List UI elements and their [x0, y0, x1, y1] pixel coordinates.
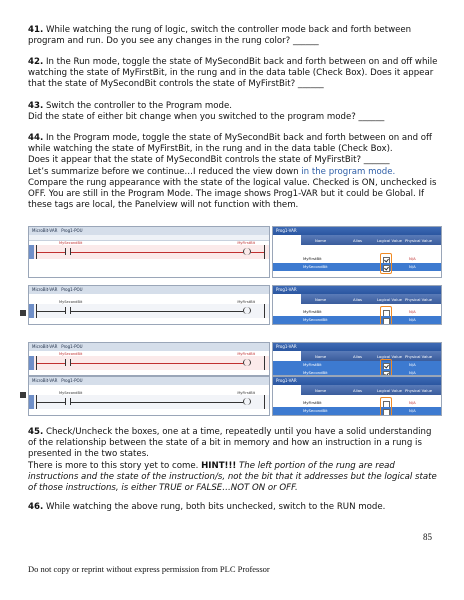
coil-myfirstbit[interactable]: [243, 248, 251, 255]
contact-tag: MySecondBit: [59, 241, 83, 245]
question-43: [28, 101, 440, 123]
q44-line4: Compare the rung appearance with the state of the logical value. Checked is ON, unchecked is OFF. You are still in the Program Mode. The image shows Prog1-VAR but it could be Global. If these tags are local, the Panelview will not function with them.: [28, 177, 437, 211]
question-42: [28, 57, 440, 91]
q45-text1: Check/Uncheck the boxes, one at a time, repeatedly until you have a solid understanding of the relationship between the state of a bit in memory and how an instruction in a rung is presented in the two states.: [28, 427, 432, 460]
question-41: [28, 25, 440, 47]
q43-line1: Switch the controller to the Program mode.: [45, 101, 232, 111]
row-myfirstbit[interactable]: MyFirstBit N/A: [273, 399, 441, 407]
bullet-marker: [20, 392, 26, 398]
rung-number: [29, 245, 34, 259]
q43-number: 43.: [28, 101, 44, 111]
q42-text: In the Run mode, toggle the state of MySecondBit back and forth between on and off while watching the state of MyFirstBit, in the rung and in the data table (Check Box). Does it appear that the state of MySecondBit controls the state of MyFirstBit? ______: [28, 57, 438, 90]
row-myfirstbit[interactable]: MyFirstBit N/A: [273, 308, 441, 316]
screenshot-1: [28, 226, 440, 278]
row-mysecondbit[interactable]: MySecondBit N/A: [273, 263, 441, 271]
q45-text2: There is more to this story yet to come.: [28, 460, 202, 471]
coil-tag: MyFirstBit: [237, 241, 255, 245]
variables-header: Name Alias Logical Value Physical Value: [301, 235, 441, 245]
q44-line3b: in the program mode.: [298, 166, 396, 177]
q46-number: 46.: [28, 502, 44, 512]
variables-pane: [272, 226, 442, 278]
q46-text: While watching the above rung, both bits unchecked, switch to the RUN mode.: [45, 502, 386, 512]
q44-number: 44.: [28, 133, 44, 143]
q44-line2: Does it appear that the state of MySecondBit controls the state of MyFirstBit? ______: [28, 155, 390, 166]
q41-number: 41.: [28, 25, 44, 35]
rung-row[interactable]: MySecondBit MyFirstBit: [29, 395, 269, 409]
screenshot-2: MicroBit-VAR Prog1-POU MySecondBit MyFirstBit Prog1-VAR Name Alias Logical Value Physical Value MyFirstBit N/A MySecondBit N/A: [28, 285, 440, 325]
variables-title: Prog1-VAR: [273, 227, 441, 235]
rung-row[interactable]: MySecondBit MyFirstBit: [29, 304, 269, 318]
screenshot-4: MicroBit-VAR Prog1-POU MySecondBit MyFirstBit Prog1-VAR Name Alias Logical Value Physical Value MyFirstBit N/A MySecondBit N/A: [28, 376, 440, 416]
q43-line2: Did the state of either bit change when you switched to the program mode? ______: [28, 112, 385, 123]
row-mysecondbit[interactable]: MySecondBit N/A: [273, 316, 441, 324]
ladder-tab: Prog1-POU: [61, 228, 83, 233]
rung-row[interactable]: [29, 241, 269, 259]
coil-myfirstbit[interactable]: [243, 307, 251, 314]
screenshot-3: MicroBit-VAR Prog1-POU MySecondBit MyFirstBit Prog1-VAR Name Alias Logical Value Physical Value MyFirstBit N/A MySecondBit N/A: [28, 342, 440, 376]
row-myfirstbit[interactable]: MyFirstBit N/A: [273, 255, 441, 263]
footer-notice: Do not copy or reprint without express permission from PLC Professor: [28, 564, 270, 574]
q44-text: In the Program mode, toggle the state of MySecondBit back and forth between on and off while watching the state of MyFirstBit, in the rung and in the data table (Check Box).: [28, 133, 432, 155]
q44-line3a: Let’s summarize before we continue…I reduced the view down: [28, 166, 299, 177]
highlight-ring: [380, 253, 392, 274]
ladder-title: MicroBit-VAR: [32, 228, 58, 233]
page-number: 85: [423, 532, 432, 542]
coil-myfirstbit[interactable]: [243, 398, 251, 405]
question-46: [28, 502, 440, 513]
q45-number: 45.: [28, 427, 44, 437]
q45-hint: HINT!!!: [201, 460, 237, 471]
q45-italic: The left portion of the rung are read instructions and the state of the instruction/s, not the bit that it addresses but the logical state of those instructions, is either TRUE or FALSE…NOT ON or OFF.: [28, 460, 437, 494]
row-mysecondbit[interactable]: MySecondBit N/A: [273, 369, 441, 376]
q41-text: While watching the rung of logic, switch the controller mode back and forth between program and run. Do you see any changes in the rung color? ______: [28, 25, 412, 47]
question-44: [28, 133, 440, 211]
ladder-pane: [28, 226, 270, 278]
bullet-marker: [20, 310, 26, 316]
row-mysecondbit[interactable]: MySecondBit N/A: [273, 407, 441, 415]
coil-myfirstbit[interactable]: [243, 359, 251, 366]
rung-row[interactable]: MySecondBit MyFirstBit: [29, 356, 269, 370]
question-45: [28, 427, 440, 494]
q42-number: 42.: [28, 57, 44, 67]
row-myfirstbit[interactable]: MyFirstBit N/A: [273, 361, 441, 369]
